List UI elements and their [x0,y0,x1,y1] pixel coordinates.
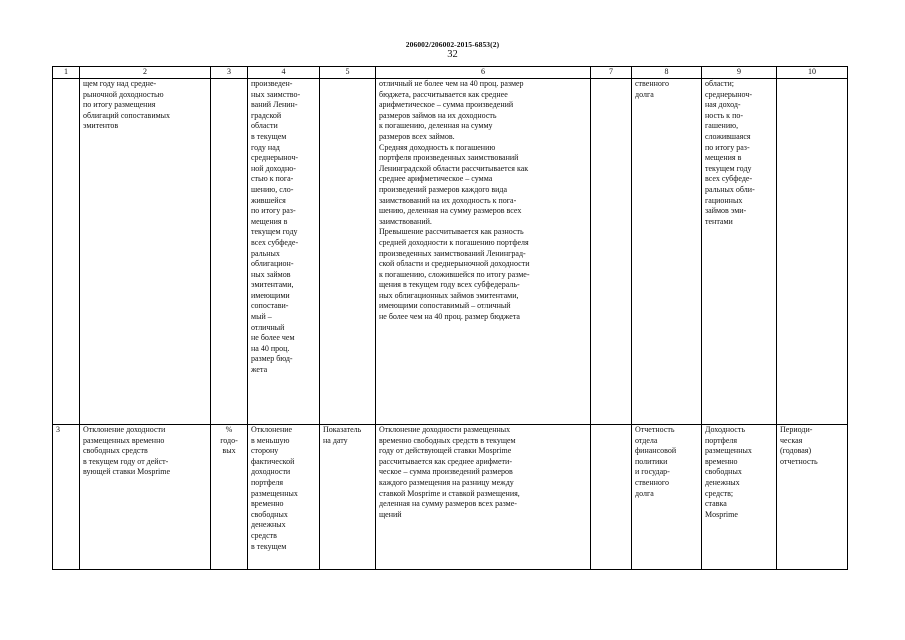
reporting-cell: Периоди- ческая (годовая) отчетность [777,425,848,570]
page-number: 32 [447,49,458,60]
data-source-cell: Отчетность отдела финансовой политики и государ- ственного долга [632,425,702,570]
calculation-method-cell: Отклонение доходности размещенных временно свободных средств в текущем году от действующей ставки Mosprime рассчитывается как среднее арифмети- ческое – сумма произведений размеров каждого размещения на разницу между ставкой Mosprime и ставкой размещения, деленная на сумму размеров всех разме- щений [376,425,591,570]
time-characteristic-cell: Показатель на дату [320,425,376,570]
column-header: 8 [632,67,702,79]
components-cell: Доходность портфеля размещенных временно свободных денежных средств; ставка Mosprime [702,425,777,570]
indicator-name-cell: щем году над средне- рыночной доходностью по итогу размещения облигаций сопоставимых эмитентов [80,79,211,425]
components-cell: области; среднерыноч- ная доход- ность к по- гашению, сложившаяся по итогу раз- мещения в текущем году всех субфеде- ральных обли- гационных займов эми- тентами [702,79,777,425]
column-header: 2 [80,67,211,79]
calculation-method-cell: отличный не более чем на 40 проц. размер бюджета, рассчитывается как среднее арифметическое – сумма произведений размеров займов на их доходность к погашению, деленная на сумму размеров всех займов. Средняя доходность к погашению портфеля произведенных заимствований Ленинградской области рассчитывается как среднее арифметическое – сумма произведений размеров каждого вида заимствований на их доходность к пога- шению, деленная на сумму размеров всех заимствований. Превышение рассчитывается как разность средней доходности к погашению портфеля произведенных заимствований Ленинград- ской области и среднерыночной доходности к погашению, сложившейся по итогу разме- щения в текущем году всех субфедераль- ных облигационных займов эмитентами, имеющими сопоставимый – отличный не более чем на 40 проц. размер бюджета [376,79,591,425]
column-header: 6 [376,67,591,79]
indicator-name-cell: Отклонение доходности размещенных временно свободных средств в текущем году от дейст- вующей ставки Mosprime [80,425,211,570]
column-number-row [53,67,848,79]
row-number-cell [53,79,80,425]
column-header: 3 [211,67,248,79]
indicator-table [52,66,848,570]
table-row [53,425,848,570]
time-characteristic-cell [320,79,376,425]
definition-cell: Отклонение в меньшую сторону фактической доходности портфеля размещенных временно свободных денежных средств в текущем [248,425,320,570]
column-header: 1 [53,67,80,79]
document-id: 206002/206002-2015-6853(2) [405,40,500,49]
base-indicators-cell [591,79,632,425]
reporting-cell [777,79,848,425]
row-number-cell: 3 [53,425,80,570]
table-row [53,79,848,425]
data-source-cell: ственного долга [632,79,702,425]
unit-cell [211,79,248,425]
column-header: 5 [320,67,376,79]
column-header: 7 [591,67,632,79]
column-header: 4 [248,67,320,79]
column-header: 10 [777,67,848,79]
unit-cell: % годо- вых [211,425,248,570]
column-header: 9 [702,67,777,79]
definition-cell: произведен- ных заимство- ваний Ленин- градской области в текущем году над среднерыноч- ной доходно- стью к пога- шению, сло- жившейся по итогу раз- мещения в текущем году всех субфеде- ральных облигацион- ных займов эмитентами, имеющими сопостави- мый – отличный не более чем на 40 проц. размер бюд- жета [248,79,320,425]
base-indicators-cell [591,425,632,570]
